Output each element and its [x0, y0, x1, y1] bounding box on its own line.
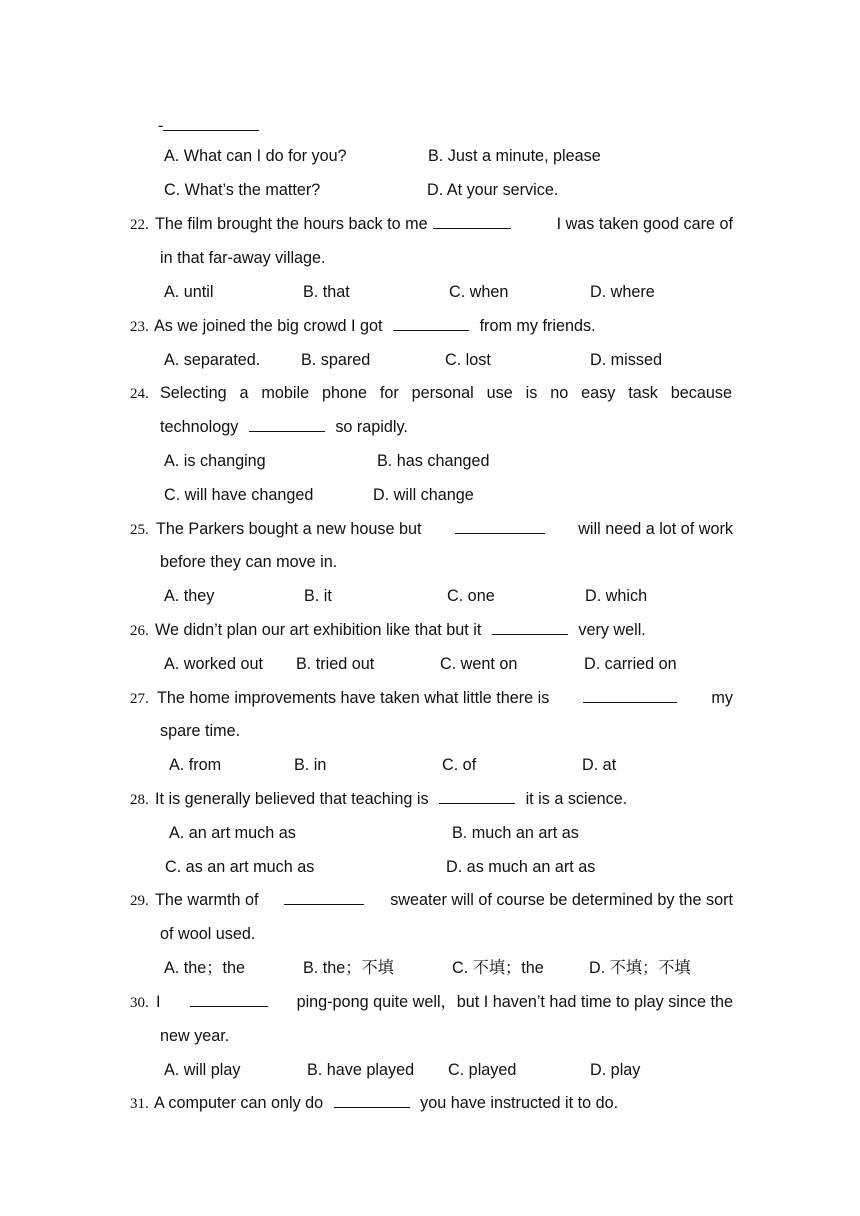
- stem-text: I: [156, 993, 161, 1011]
- stem-text: It is generally believed that teaching is: [155, 790, 429, 808]
- question-number: 22.: [130, 217, 149, 233]
- q22-option-a: A. until: [164, 283, 214, 301]
- q26-option-c: C. went on: [440, 655, 518, 673]
- q24-option-a: A. is changing: [164, 452, 266, 470]
- q27-option-c: C. of: [442, 756, 477, 774]
- q27-option-b: B. in: [294, 756, 327, 774]
- q25-option-b: B. it: [304, 587, 332, 605]
- answer-blank: [249, 417, 325, 432]
- stem-text: it is a science.: [525, 790, 628, 808]
- q23-option-c: C. lost: [445, 351, 491, 369]
- q21-option-d: D. At your service.: [427, 181, 559, 199]
- q27-option-d: D. at: [582, 756, 617, 774]
- q22-option-c: C. when: [449, 283, 509, 301]
- answer-blank: [284, 890, 364, 905]
- question-stem: [154, 316, 596, 336]
- stem-text: very well.: [578, 621, 646, 639]
- question-stem: [154, 1093, 618, 1113]
- stem-text: A computer can only do: [154, 1094, 324, 1112]
- question-number: 24.: [130, 386, 149, 402]
- answer-blank: [334, 1093, 410, 1108]
- q29-option-d: D. 不填；不填: [589, 959, 691, 977]
- question-stem: [155, 890, 733, 910]
- stem-text: The warmth of: [155, 891, 259, 909]
- stem-text: technology: [160, 418, 239, 436]
- question-27-line2: spare time.: [160, 722, 241, 740]
- answer-blank: [190, 992, 268, 1007]
- answer-blank: [492, 620, 568, 635]
- stem-text: my: [711, 689, 733, 707]
- question-22-line2: in that far-away village.: [160, 249, 326, 267]
- question-number: 29.: [130, 893, 149, 909]
- q30-option-d: D. play: [590, 1061, 641, 1079]
- q24-option-c: C. will have changed: [164, 486, 314, 504]
- q26-option-b: B. tried out: [296, 655, 375, 673]
- question-30-line2: new year.: [160, 1027, 230, 1045]
- answer-blank: [583, 688, 677, 703]
- q23-option-b: B. spared: [301, 351, 371, 369]
- q26-option-a: A. worked out: [164, 655, 263, 673]
- q23-option-d: D. missed: [590, 351, 662, 369]
- stem-text: so rapidly.: [335, 418, 408, 436]
- stem-text: We didn’t plan our art exhibition like that but it: [155, 621, 482, 639]
- question-number: 26.: [130, 623, 149, 639]
- question-number: 28.: [130, 792, 149, 808]
- stem-text: The film brought the hours back to me: [155, 215, 428, 233]
- question-number: 30.: [130, 995, 149, 1011]
- answer-blank: [163, 116, 259, 131]
- question-29-line2: of wool used.: [160, 925, 256, 943]
- stem-text: The home improvements have taken what little there is: [157, 689, 550, 707]
- q28-option-b: B. much an art as: [452, 824, 579, 842]
- stem-text: As we joined the big crowd I got: [154, 317, 383, 335]
- stem-text: from my friends.: [479, 317, 596, 335]
- q25-option-c: C. one: [447, 587, 495, 605]
- question-stem: Selecting a mobile phone for personal use is no easy task because: [160, 384, 732, 402]
- q28-option-d: D. as much an art as: [446, 858, 596, 876]
- question-number: 23.: [130, 319, 149, 335]
- question-stem: [155, 620, 646, 640]
- dash: -: [158, 117, 164, 135]
- question-stem: [156, 992, 733, 1012]
- q29-option-c: C. 不填；the: [452, 959, 544, 977]
- q22-option-b: B. that: [303, 283, 350, 301]
- q29-option-a: A. the；the: [164, 959, 245, 977]
- q30-option-a: A. will play: [164, 1061, 241, 1079]
- q24-option-b: B. has changed: [377, 452, 490, 470]
- question-stem: [155, 789, 627, 809]
- q25-option-a: A. they: [164, 587, 215, 605]
- answer-blank: [393, 316, 469, 331]
- q28-option-c: C. as an art much as: [165, 858, 315, 876]
- stem-text: I was taken good care of: [556, 215, 733, 233]
- q30-option-b: B. have played: [307, 1061, 415, 1079]
- stem-text: will need a lot of work: [578, 520, 733, 538]
- q21-option-a: A. What can I do for you?: [164, 147, 347, 165]
- q26-option-d: D. carried on: [584, 655, 677, 673]
- q25-option-d: D. which: [585, 587, 648, 605]
- stem-text: ping-pong quite well，but I haven’t had time to play since the: [296, 993, 733, 1011]
- q21-answer-line: [158, 116, 259, 136]
- answer-blank: [433, 214, 511, 229]
- q30-option-c: C. played: [448, 1061, 517, 1079]
- q23-option-a: A. separated.: [164, 351, 261, 369]
- q21-option-b: B. Just a minute, please: [428, 147, 601, 165]
- q27-option-a: A. from: [169, 756, 222, 774]
- q29-option-b: B. the；不填: [303, 959, 394, 977]
- question-stem: [155, 214, 733, 234]
- stem-text: The Parkers bought a new house but: [156, 520, 422, 538]
- question-number: 27.: [130, 691, 149, 707]
- q28-option-a: A. an art much as: [169, 824, 296, 842]
- question-number: 31.: [130, 1096, 149, 1112]
- answer-blank: [439, 789, 515, 804]
- q22-option-d: D. where: [590, 283, 655, 301]
- question-number: 25.: [130, 522, 149, 538]
- question-stem: [157, 688, 733, 708]
- q21-option-c: C. What’s the matter?: [164, 181, 321, 199]
- q24-option-d: D. will change: [373, 486, 474, 504]
- stem-text: sweater will of course be determined by the sort: [390, 891, 733, 909]
- question-25-line2: before they can move in.: [160, 553, 338, 571]
- question-stem: [156, 519, 733, 539]
- answer-blank: [455, 519, 545, 534]
- question-24-line2: [160, 417, 408, 437]
- stem-text: you have instructed it to do.: [420, 1094, 619, 1112]
